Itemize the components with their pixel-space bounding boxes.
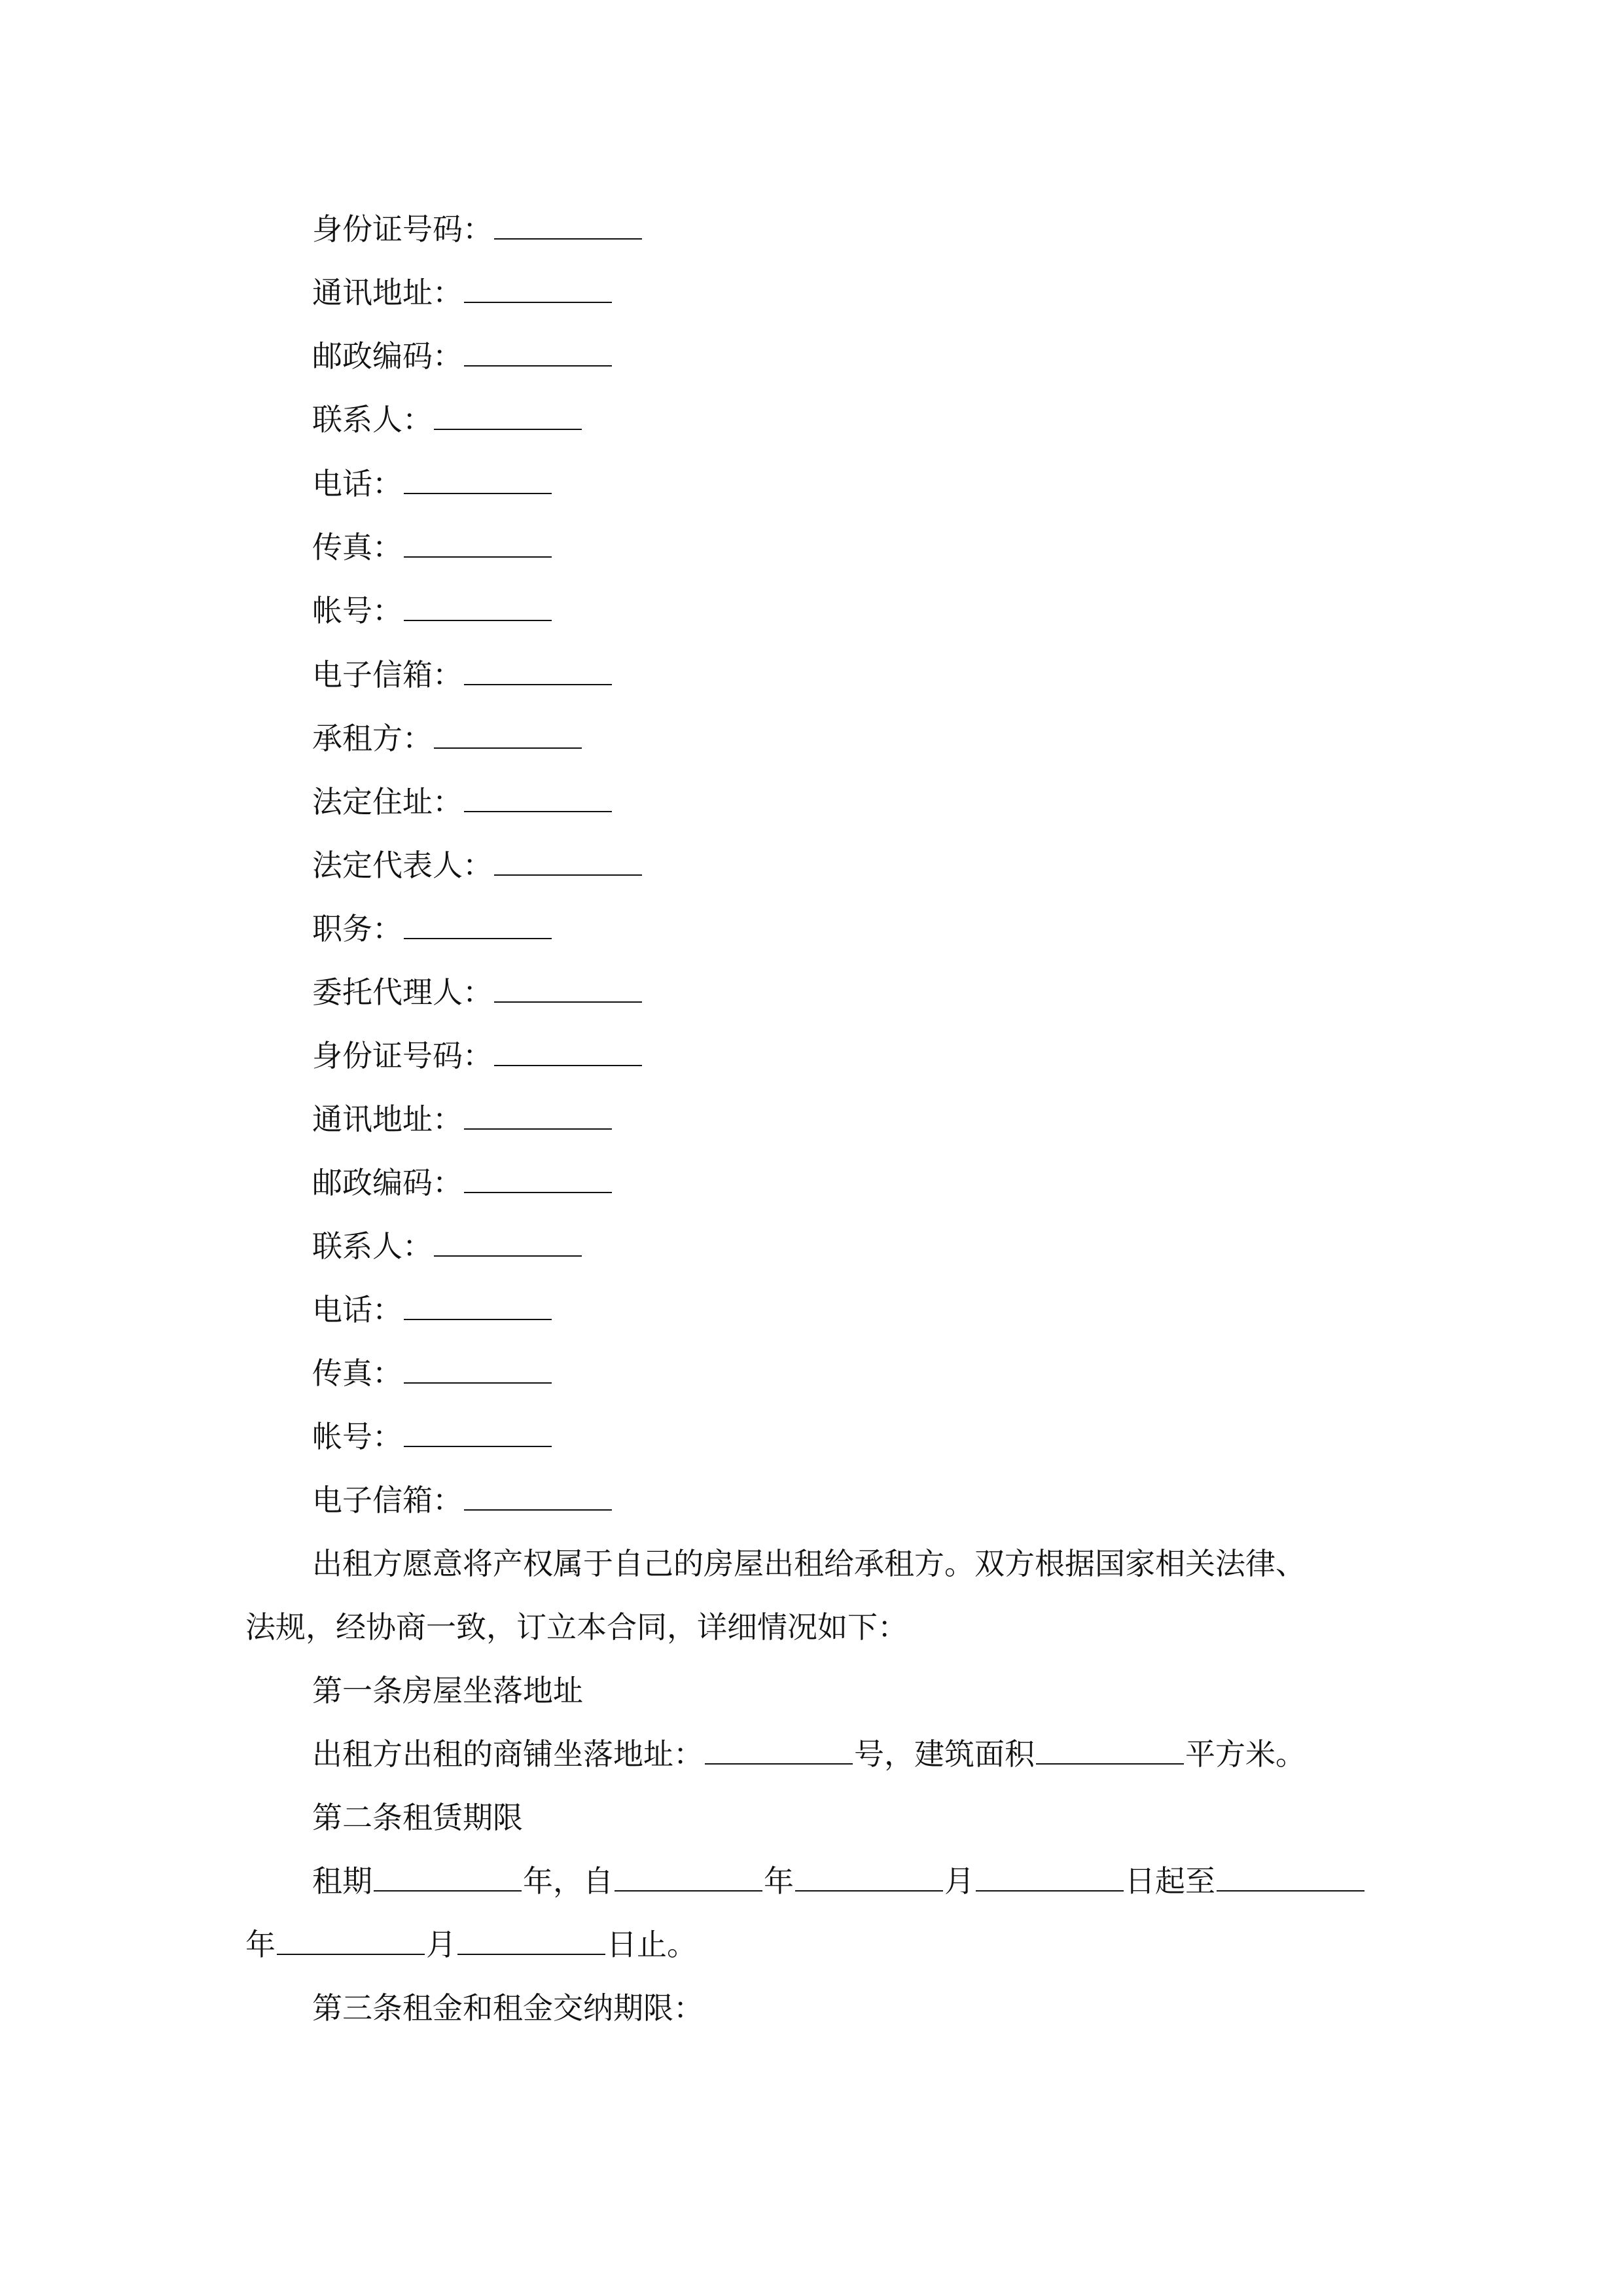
tenant-field-email (245, 1468, 1464, 1532)
tenant-heading (245, 706, 1464, 770)
field-label: 委托代理人： (312, 975, 493, 1010)
field-label: 电子信箱： (312, 1482, 463, 1518)
field-label: 传真： (312, 1355, 402, 1391)
field-label: 联系人： (312, 1229, 433, 1264)
field-address (245, 260, 1464, 325)
fill-blank[interactable] (1217, 1864, 1364, 1892)
fill-blank[interactable] (795, 1864, 943, 1892)
article-1-title: 第一条房屋坐落地址 (312, 1673, 583, 1708)
fill-blank[interactable] (464, 1483, 612, 1511)
tenant-field-account (245, 1405, 1464, 1469)
fill-blank[interactable] (404, 1420, 552, 1447)
field-account (245, 579, 1464, 643)
fill-blank[interactable] (464, 785, 612, 812)
fill-blank[interactable] (464, 1166, 612, 1193)
text-segment: 年，自 (523, 1863, 613, 1899)
text-segment: 月 (944, 1863, 974, 1899)
intro-paragraph-line-1: 出租方愿意将产权属于自己的房屋出租给承租方。双方根据国家相关法律、 (312, 1546, 1306, 1581)
article-2-title: 第二条租赁期限 (312, 1800, 523, 1835)
tenant-field-phone (245, 1278, 1464, 1342)
fill-blank[interactable] (615, 1864, 762, 1892)
fill-blank[interactable] (434, 1229, 582, 1257)
field-label: 通讯地址： (312, 1102, 463, 1137)
tenant-field-fax (245, 1341, 1464, 1405)
text-segment: 平方米。 (1185, 1736, 1306, 1772)
fill-blank[interactable] (464, 1102, 612, 1130)
field-label: 法定代表人： (312, 848, 493, 883)
fill-blank[interactable] (404, 530, 552, 558)
tenant-field-postcode (245, 1151, 1464, 1215)
field-label: 传真： (312, 529, 402, 565)
fill-blank[interactable] (976, 1864, 1124, 1892)
text-segment: 租期 (312, 1863, 372, 1899)
field-label: 电话： (312, 466, 402, 501)
field-label: 电话： (312, 1292, 402, 1327)
text-segment: 出租方出租的商铺坐落地址： (312, 1736, 704, 1772)
tenant-field-legal-address (245, 770, 1464, 834)
fill-blank[interactable] (464, 276, 612, 303)
field-contact (245, 387, 1464, 452)
text-segment: 年 (764, 1863, 794, 1899)
field-fax (245, 515, 1464, 579)
field-label: 身份证号码： (312, 1038, 493, 1073)
article-3-title: 第三条租金和租金交纳期限： (312, 1990, 704, 2026)
article-2-text-line-1 (245, 1849, 1464, 1913)
article-1-text (245, 1722, 1464, 1786)
field-label: 邮政编码： (312, 338, 463, 374)
fill-blank[interactable] (404, 912, 552, 939)
fill-blank[interactable] (705, 1737, 853, 1765)
fill-blank[interactable] (404, 1293, 552, 1320)
text-segment: 号，建筑面积 (854, 1736, 1035, 1772)
fill-blank[interactable] (277, 1928, 425, 1955)
fill-blank[interactable] (374, 1864, 522, 1892)
field-label: 帐号： (312, 1419, 402, 1454)
text-segment: 日起至 (1125, 1863, 1215, 1899)
field-label: 职务： (312, 911, 402, 946)
fill-blank[interactable] (494, 975, 642, 1003)
field-label: 身份证号码： (312, 211, 493, 247)
fill-blank[interactable] (404, 467, 552, 494)
field-label: 帐号： (312, 593, 402, 628)
tenant-field-legal-rep (245, 833, 1464, 897)
tenant-field-position (245, 897, 1464, 961)
fill-blank[interactable] (404, 594, 552, 621)
field-label: 电子信箱： (312, 657, 463, 692)
field-id-number (245, 197, 1464, 261)
text-segment: 月 (426, 1927, 456, 1962)
fill-blank[interactable] (464, 339, 612, 367)
fill-blank[interactable] (494, 1039, 642, 1066)
fill-blank[interactable] (494, 212, 642, 240)
article-2-text-line-2 (245, 1912, 1397, 1977)
tenant-field-address (245, 1087, 1464, 1151)
field-label: 邮政编码： (312, 1165, 463, 1200)
fill-blank[interactable] (1036, 1737, 1184, 1765)
text-segment: 年 (245, 1927, 276, 1962)
tenant-field-contact (245, 1214, 1464, 1278)
fill-blank[interactable] (434, 721, 582, 749)
fill-blank[interactable] (457, 1928, 605, 1955)
field-label: 承租方： (312, 721, 433, 756)
intro-paragraph-line-2: 法规，经协商一致，订立本合同，详细情况如下： (245, 1609, 908, 1645)
fill-blank[interactable] (464, 658, 612, 685)
text-segment: 日止。 (607, 1927, 697, 1962)
fill-blank[interactable] (434, 403, 582, 430)
field-label: 通讯地址： (312, 275, 463, 310)
tenant-field-agent (245, 960, 1464, 1024)
field-postcode (245, 324, 1464, 388)
field-phone (245, 452, 1464, 516)
field-label: 联系人： (312, 402, 433, 437)
field-label: 法定住址： (312, 784, 463, 819)
tenant-field-id-number (245, 1024, 1464, 1088)
fill-blank[interactable] (404, 1356, 552, 1384)
field-email (245, 643, 1464, 707)
fill-blank[interactable] (494, 848, 642, 876)
